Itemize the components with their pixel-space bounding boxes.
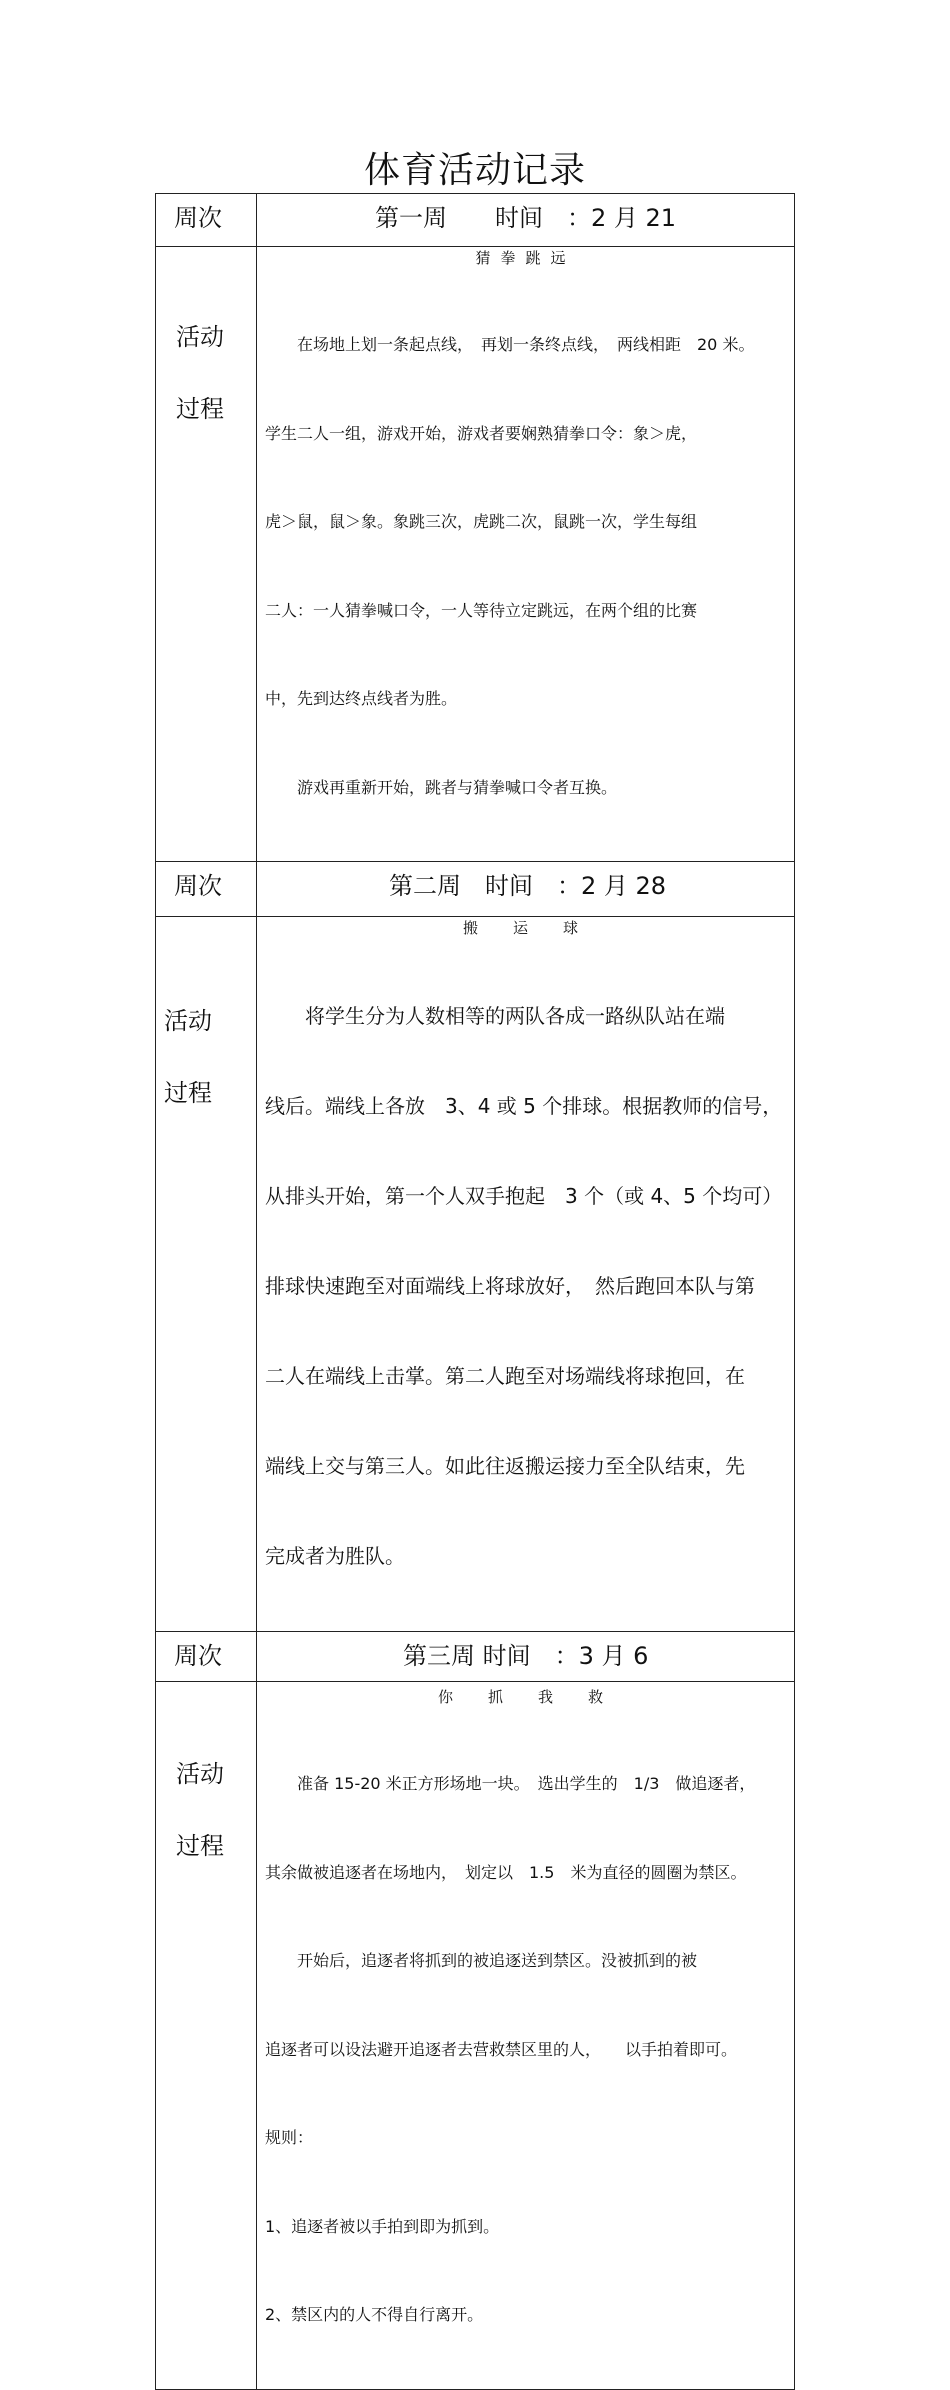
text-line: 线后。端线上各放 3、4 或 5 个排球。根据教师的信号， (265, 1094, 783, 1118)
week-header: 第一周 时间 ：2 月 21 (375, 204, 677, 232)
week-header-cell (257, 1632, 795, 1682)
activity-row-2 (156, 917, 795, 1632)
activity-title: 猜拳跳远 (475, 249, 576, 267)
text-line: 排球快速跑至对面端线上将球放好， 然后跑回本队与第 (265, 1274, 755, 1298)
week-label-cell (156, 1632, 257, 1682)
activity-title: 搬 运 球 (462, 919, 588, 937)
text-line: 端线上交与第三人。如此往返搬运接力至全队结束，先 (265, 1454, 745, 1478)
activity-label-1: 活动 (176, 1760, 224, 1788)
activity-text (257, 1708, 794, 2389)
activity-content-cell (257, 917, 795, 1632)
text-line: 从排头开始，第一个人双手抱起 3 个（或 4、5 个均可） (265, 1184, 783, 1208)
week-header-cell (257, 194, 795, 247)
activity-content-cell (257, 1682, 795, 2390)
text-line: 完成者为胜队。 (265, 1544, 405, 1568)
activity-row-1 (156, 247, 795, 862)
week-label: 周次 (174, 204, 222, 232)
page-title: 体育活动记录 (363, 150, 586, 191)
week-label-cell (156, 862, 257, 917)
text-line: 2、禁区内的人不得自行离开。 (265, 2305, 484, 2324)
week-header: 第二周 时间 ：2 月 28 (389, 872, 667, 900)
week-label: 周次 (174, 1642, 222, 1670)
text-line: 虎＞鼠，鼠＞象。象跳三次，虎跳二次，鼠跳一次，学生每组 (265, 512, 698, 531)
activity-title: 你 抓 我 救 (437, 1688, 613, 1706)
text-line: 准备 15-20 米正方形场地一块。 选出学生的 1/3 做追逐者， (265, 1774, 756, 1793)
activity-label-1: 活动 (176, 323, 224, 351)
week-row-2 (156, 862, 795, 917)
week-header-cell (257, 862, 795, 917)
activity-record-table (155, 193, 795, 2390)
text-line: 开始后，追逐者将抓到的被追逐送到禁区。没被抓到的被 (265, 1951, 698, 1970)
activity-row-3 (156, 1682, 795, 2390)
text-line: 在场地上划一条起点线， 再划一条终点线， 两线相距 20 米。 (265, 335, 755, 354)
text-line: 学生二人一组，游戏开始，游戏者要娴熟猜拳口令：象＞虎， (265, 423, 698, 443)
text-line: 1、追逐者被以手拍到即为抓到。 (265, 2216, 500, 2236)
text-line: 将学生分为人数相等的两队各成一路纵队站在端 (265, 1004, 725, 1028)
activity-label-cell (156, 247, 257, 862)
text-line: 其余做被追逐者在场地内， 划定以 1.5 米为直径的圆圈为禁区。 (265, 1862, 747, 1882)
text-line: 二人：一人猜拳喊口令，一人等待立定跳远，在两个组的比赛 (265, 600, 698, 620)
text-line: 游戏再重新开始，跳者与猜拳喊口令者互换。 (265, 777, 618, 797)
text-line: 中，先到达终点线者为胜。 (265, 689, 458, 708)
week-row-3 (156, 1632, 795, 1682)
week-row-1 (156, 194, 795, 247)
activity-text (257, 269, 794, 861)
activity-label-1: 活动 (164, 1007, 212, 1035)
text-line: 规则： (265, 2128, 314, 2147)
week-header: 第三周 时间 ：3 月 6 (403, 1642, 649, 1670)
activity-content-cell (257, 247, 795, 862)
activity-label-2: 过程 (164, 1079, 212, 1107)
activity-label-2: 过程 (176, 1832, 224, 1860)
text-line: 追逐者可以设法避开追逐者去营救禁区里的人， 以手拍着即可。 (265, 2039, 738, 2059)
text-line: 二人在端线上击掌。第二人跑至对场端线将球抱回，在 (265, 1364, 745, 1388)
activity-label-cell (156, 917, 257, 1632)
activity-label-cell (156, 1682, 257, 2390)
activity-text (257, 939, 794, 1631)
activity-label-2: 过程 (176, 395, 224, 423)
week-label: 周次 (174, 872, 222, 900)
week-label-cell (156, 194, 257, 247)
